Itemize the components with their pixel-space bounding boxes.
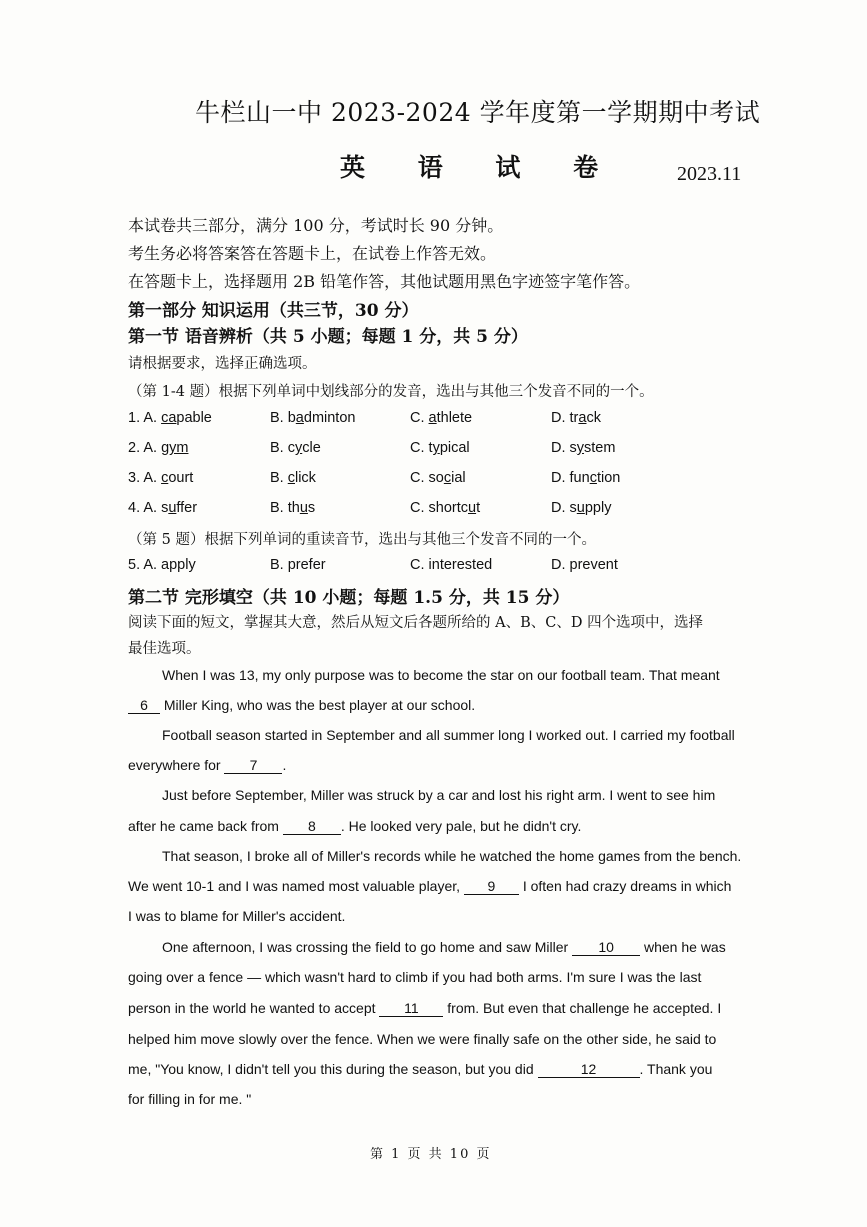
blank-11: 11 [379, 1000, 443, 1017]
instruction-line-3: 在答题卡上，选择题用 2B 铅笔作答，其他试题用黑色字迹签字笔作答。 [128, 272, 641, 291]
question-1-option-d: D. track [551, 410, 601, 426]
section2-intro-line-1: 阅读下面的短文，掌握其大意，然后从短文后各题所给的 A、B、C、D 四个选项中，选择 [128, 615, 704, 631]
question-3-option-b: B. click [270, 470, 316, 486]
instruction-line-2: 考生务必将答案答在答题卡上，在试卷上作答无效。 [128, 244, 497, 263]
passage-line: helped him move slowly over the fence. When we were finally safe on the other side, he said to [128, 1031, 717, 1047]
passage-line: 6 Miller King, who was the best player at our school. [128, 697, 475, 714]
blank-7: 7 [224, 757, 282, 774]
question-2-option-c: C. typical [410, 440, 470, 456]
instruction-line-1: 本试卷共三部分，满分 100 分，考试时长 90 分钟。 [128, 216, 504, 235]
question-4-option-b: B. thus [270, 500, 316, 516]
passage-line: Football season started in September and all summer long I worked out. I carried my football [162, 727, 735, 743]
question-5-option-a: 5. A. apply [128, 557, 196, 573]
passage-line: We went 10-1 and I was named most valuable player, 9 I often had crazy dreams in which [128, 878, 732, 894]
question-4-option-d: D. supply [551, 500, 612, 516]
passage-line: me, "You know, I didn't tell you this during the season, but you did 12 . Thank you [128, 1061, 713, 1077]
question-2-option-b: B. cycle [270, 440, 321, 456]
exam-title: 牛栏山一中 2023-2024 学年度第一学期期中考试 [195, 98, 761, 127]
question-3-option-d: D. function [551, 470, 621, 486]
section1-intro: 请根据要求，选择正确选项。 [128, 356, 317, 372]
section1-note-5: （第 5 题）根据下列单词的重读音节，选出与其他三个发音不同的一个。 [128, 532, 596, 548]
blank-8: 8 [283, 818, 341, 835]
blank-12: 12 [538, 1061, 640, 1078]
passage-line: going over a fence — which wasn't hard to climb if you had both arms. I'm sure I was the last [128, 969, 702, 985]
passage-line: One afternoon, I was crossing the field to go home and saw Miller 10 when he was [162, 939, 726, 955]
question-2-option-d: D. system [551, 440, 616, 456]
blank-10: 10 [572, 939, 640, 956]
passage-line: I was to blame for Miller's accident. [128, 908, 346, 924]
question-2-option-a: 2. A. gym [128, 440, 189, 456]
passage-line: Just before September, Miller was struck by a car and lost his right arm. I went to see him [162, 787, 716, 803]
question-4-option-a: 4. A. suffer [128, 500, 198, 516]
question-5-option-b: B. prefer [270, 557, 326, 573]
section2-heading: 第二节 完形填空（共 10 小题；每题 1.5 分，共 15 分） [128, 588, 570, 608]
section2-intro-line-2: 最佳选项。 [128, 641, 201, 657]
passage-line: for filling in for me. " [128, 1091, 252, 1107]
exam-subtitle: 英 语 试 卷 [340, 153, 621, 182]
passage-line: everywhere for 7 . [128, 757, 287, 773]
question-1-option-c: C. athlete [410, 410, 473, 426]
passage-line: after he came back from 8 . He looked very pale, but he didn't cry. [128, 818, 582, 834]
passage-line: person in the world he wanted to accept 11 from. But even that challenge he accepted. I [128, 1000, 722, 1016]
section1-heading: 第一节 语音辨析（共 5 小题；每题 1 分，共 5 分） [128, 327, 528, 347]
question-5-option-c: C. interested [410, 557, 493, 573]
question-1-option-a: 1. A. capable [128, 410, 212, 426]
passage-line: That season, I broke all of Miller's records while he watched the home games from the bench. [162, 848, 742, 864]
question-5-option-d: D. prevent [551, 557, 618, 573]
question-4-option-c: C. shortcut [410, 500, 481, 516]
section1-note-1-4: （第 1-4 题）根据下列单词中划线部分的发音，选出与其他三个发音不同的一个。 [128, 384, 654, 400]
question-1-option-b: B. badminton [270, 410, 356, 426]
blank-6: 6 [128, 697, 160, 714]
question-3-option-a: 3. A. court [128, 470, 194, 486]
page-number: 第 1 页 共 10 页 [370, 1147, 492, 1162]
passage-line: When I was 13, my only purpose was to become the star on our football team. That meant [162, 667, 720, 683]
blank-9: 9 [464, 878, 519, 895]
question-3-option-c: C. social [410, 470, 466, 486]
part1-heading: 第一部分 知识运用（共三节，30 分） [128, 301, 419, 321]
exam-date: 2023.11 [677, 163, 742, 185]
